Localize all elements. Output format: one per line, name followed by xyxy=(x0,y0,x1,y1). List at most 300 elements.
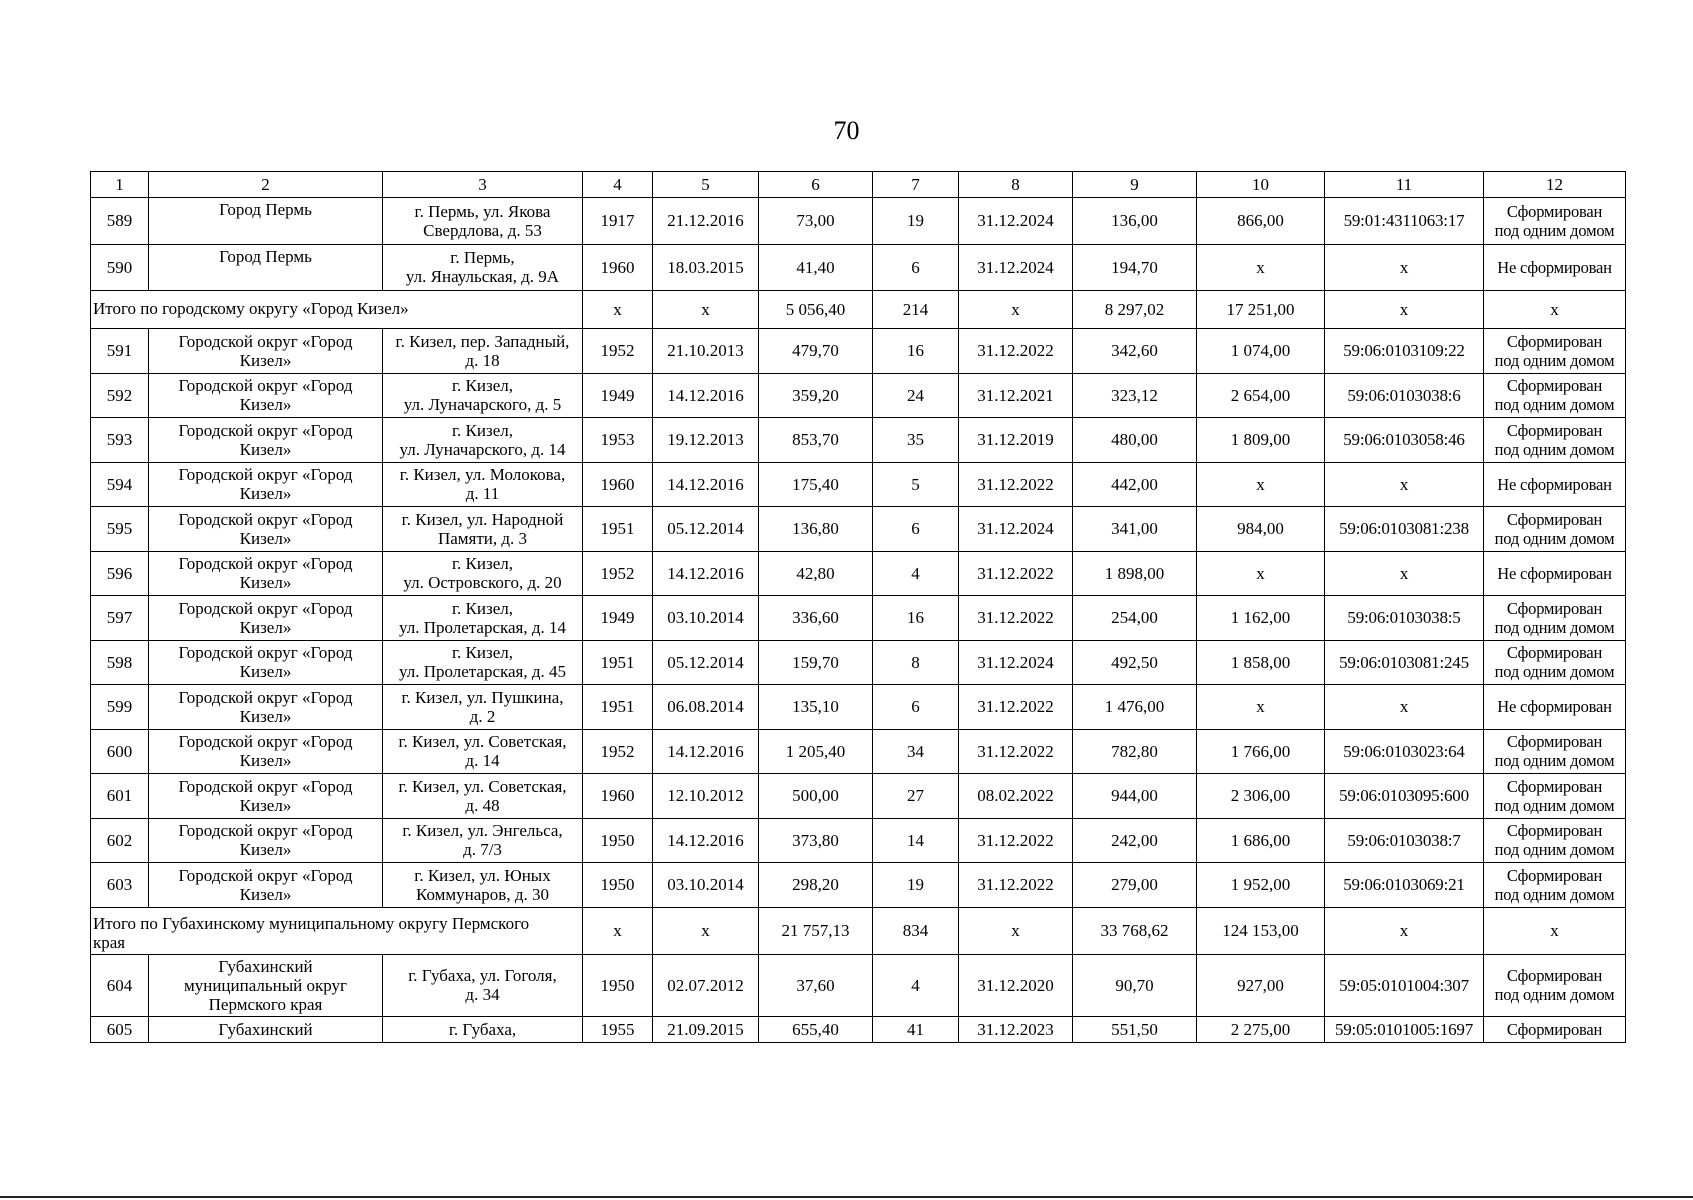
municipality-line: Кизел» xyxy=(239,795,292,815)
area-value: 135,10 xyxy=(759,685,873,730)
value-col9: 480,00 xyxy=(1073,418,1197,463)
value-col9: 194,70 xyxy=(1073,244,1197,291)
recognition-date: 21.12.2016 xyxy=(653,198,759,245)
cadastral-number: 59:05:0101005:1697 xyxy=(1325,1016,1484,1042)
area-value: 359,20 xyxy=(759,373,873,418)
municipality-line: Городской округ «Город xyxy=(178,687,353,707)
recognition-date: 19.12.2013 xyxy=(653,418,759,463)
planned-date: 31.12.2023 xyxy=(959,1016,1073,1042)
residents-count: 6 xyxy=(873,244,959,291)
address-line: г. Кизел, ул. Юных xyxy=(414,865,551,885)
table-row xyxy=(91,640,1626,685)
address-line: д. 7/3 xyxy=(463,840,502,860)
year-built: 1917 xyxy=(583,198,653,245)
subtotal-value: 21 757,13 xyxy=(759,907,873,954)
row-number: 601 xyxy=(91,774,149,819)
municipality-line: Кизел» xyxy=(239,528,292,548)
address-line: г. Кизел, xyxy=(452,598,513,618)
row-number: 592 xyxy=(91,373,149,418)
subtotal-value: 8 297,02 xyxy=(1073,291,1197,329)
subtotal-value: x xyxy=(653,291,759,329)
municipality-line: Городской округ «Город xyxy=(178,598,353,618)
residents-count: 5 xyxy=(873,462,959,507)
address-cell xyxy=(383,685,583,730)
table-row xyxy=(91,462,1626,507)
value-col10: 1 858,00 xyxy=(1197,640,1325,685)
year-built: 1952 xyxy=(583,729,653,774)
land-status-line: под одним домом xyxy=(1494,840,1615,860)
value-col9: 254,00 xyxy=(1073,596,1197,641)
area-value: 655,40 xyxy=(759,1016,873,1042)
municipality-line: Город Пермь xyxy=(219,200,312,219)
address-cell xyxy=(383,244,583,291)
planned-date: 31.12.2024 xyxy=(959,640,1073,685)
residents-count: 34 xyxy=(873,729,959,774)
address-cell xyxy=(383,596,583,641)
column-number-cell: 5 xyxy=(653,172,759,198)
address-cell xyxy=(383,462,583,507)
column-number-cell: 8 xyxy=(959,172,1073,198)
value-col10: x xyxy=(1197,462,1325,507)
recognition-date: 05.12.2014 xyxy=(653,640,759,685)
cadastral-number: 59:06:0103069:21 xyxy=(1325,863,1484,908)
land-status-line: Сформирован xyxy=(1506,966,1603,985)
municipality-cell xyxy=(149,198,383,245)
municipality-line: Губахинский xyxy=(218,1019,313,1039)
land-status-line: Сформирован xyxy=(1506,1019,1603,1039)
land-status-line: под одним домом xyxy=(1494,350,1615,370)
address-line: г. Кизел, ул. Пушкина, xyxy=(401,687,564,707)
land-status-line: Сформирован xyxy=(1506,598,1603,618)
table-row xyxy=(91,244,1626,291)
column-number-cell: 2 xyxy=(149,172,383,198)
address-cell xyxy=(383,863,583,908)
column-number-cell: 9 xyxy=(1073,172,1197,198)
municipality-line: Городской округ «Город xyxy=(178,821,353,841)
land-status-cell xyxy=(1484,418,1626,463)
land-status-line: под одним домом xyxy=(1494,528,1615,548)
land-status-cell xyxy=(1484,596,1626,641)
table-row xyxy=(91,329,1626,374)
column-number-cell: 12 xyxy=(1484,172,1626,198)
value-col10: x xyxy=(1197,685,1325,730)
table-body xyxy=(91,172,1626,1043)
column-number-cell: 10 xyxy=(1197,172,1325,198)
value-col10: 927,00 xyxy=(1197,954,1325,1016)
land-status-cell xyxy=(1484,818,1626,863)
municipality-line: Пермского края xyxy=(208,994,323,1014)
area-value: 479,70 xyxy=(759,329,873,374)
residents-count: 6 xyxy=(873,685,959,730)
municipality-line: Кизел» xyxy=(239,662,292,682)
planned-date: 31.12.2022 xyxy=(959,685,1073,730)
municipality-line: Кизел» xyxy=(239,840,292,860)
cadastral-number: x xyxy=(1325,244,1484,291)
land-status-line: Не сформирован xyxy=(1497,697,1612,717)
subtotal-value: x xyxy=(1484,907,1626,954)
municipality-line: Город Пермь xyxy=(219,246,312,266)
value-col10: x xyxy=(1197,551,1325,596)
land-status-cell xyxy=(1484,729,1626,774)
address-line: ул. Луначарского, д. 14 xyxy=(399,439,566,459)
column-number-cell: 3 xyxy=(383,172,583,198)
land-status-cell xyxy=(1484,954,1626,1016)
residents-count: 19 xyxy=(873,863,959,908)
cadastral-number: x xyxy=(1325,685,1484,730)
address-cell xyxy=(383,1016,583,1042)
value-col9: 782,80 xyxy=(1073,729,1197,774)
cadastral-number: 59:06:0103109:22 xyxy=(1325,329,1484,374)
table-row xyxy=(91,863,1626,908)
residents-count: 14 xyxy=(873,818,959,863)
land-status-cell xyxy=(1484,1016,1626,1042)
value-col10: 2 306,00 xyxy=(1197,774,1325,819)
year-built: 1960 xyxy=(583,774,653,819)
municipality-cell xyxy=(149,551,383,596)
municipality-line: Кизел» xyxy=(239,706,292,726)
row-number: 598 xyxy=(91,640,149,685)
table-row xyxy=(91,418,1626,463)
cadastral-number: 59:06:0103095:600 xyxy=(1325,774,1484,819)
land-status-line: под одним домом xyxy=(1494,751,1615,771)
area-value: 336,60 xyxy=(759,596,873,641)
planned-date: 31.12.2019 xyxy=(959,418,1073,463)
land-status-line: Сформирован xyxy=(1506,643,1603,663)
table-row xyxy=(91,685,1626,730)
cadastral-number: 59:05:0101004:307 xyxy=(1325,954,1484,1016)
municipality-line: Губахинский xyxy=(218,956,313,976)
year-built: 1960 xyxy=(583,244,653,291)
land-status-line: под одним домом xyxy=(1494,220,1615,240)
land-status-cell xyxy=(1484,863,1626,908)
subtotal-value: 33 768,62 xyxy=(1073,907,1197,954)
page-number: 70 xyxy=(833,116,860,145)
column-number-cell: 7 xyxy=(873,172,959,198)
municipality-line: Кизел» xyxy=(239,617,292,637)
land-status-cell xyxy=(1484,551,1626,596)
row-number: 593 xyxy=(91,418,149,463)
address-line: ул. Луначарского, д. 5 xyxy=(403,395,562,415)
value-col10: 1 766,00 xyxy=(1197,729,1325,774)
land-status-line: под одним домом xyxy=(1494,439,1615,459)
municipality-cell xyxy=(149,507,383,552)
address-line: д. 18 xyxy=(465,350,500,370)
table-row xyxy=(91,774,1626,819)
year-built: 1950 xyxy=(583,818,653,863)
value-col9: 323,12 xyxy=(1073,373,1197,418)
address-cell xyxy=(383,329,583,374)
subtotal-label-line: Итого по Губахинскому муниципальному округу Пермского xyxy=(93,913,530,933)
cadastral-number: 59:06:0103038:5 xyxy=(1325,596,1484,641)
subtotal-value: 214 xyxy=(873,291,959,329)
municipality-cell xyxy=(149,729,383,774)
land-status-line: Сформирован xyxy=(1506,201,1603,221)
land-status-line: Сформирован xyxy=(1506,376,1603,396)
planned-date: 31.12.2024 xyxy=(959,198,1073,245)
residents-count: 27 xyxy=(873,774,959,819)
address-cell xyxy=(383,640,583,685)
register-table xyxy=(90,171,1626,1043)
column-number-header-row xyxy=(91,172,1626,198)
address-line: г. Пермь, ул. Якова xyxy=(414,201,551,221)
subtotal-label xyxy=(91,907,583,954)
value-col9: 442,00 xyxy=(1073,462,1197,507)
table-row xyxy=(91,818,1626,863)
value-col9: 279,00 xyxy=(1073,863,1197,908)
planned-date: 31.12.2022 xyxy=(959,863,1073,908)
area-value: 159,70 xyxy=(759,640,873,685)
value-col10: 1 952,00 xyxy=(1197,863,1325,908)
address-line: г. Пермь, xyxy=(450,248,515,268)
area-value: 41,40 xyxy=(759,244,873,291)
year-built: 1951 xyxy=(583,507,653,552)
municipality-cell xyxy=(149,863,383,908)
table-row xyxy=(91,507,1626,552)
year-built: 1951 xyxy=(583,685,653,730)
value-col10: 984,00 xyxy=(1197,507,1325,552)
municipality-line: Кизел» xyxy=(239,884,292,904)
residents-count: 41 xyxy=(873,1016,959,1042)
municipality-line: Кизел» xyxy=(239,439,292,459)
table-row xyxy=(91,596,1626,641)
recognition-date: 02.07.2012 xyxy=(653,954,759,1016)
residents-count: 35 xyxy=(873,418,959,463)
land-status-line: под одним домом xyxy=(1494,395,1615,415)
row-number: 604 xyxy=(91,954,149,1016)
land-status-line: под одним домом xyxy=(1494,985,1615,1004)
address-line: ул. Янаульская, д. 9А xyxy=(405,267,560,287)
address-line: Памяти, д. 3 xyxy=(437,528,528,548)
recognition-date: 12.10.2012 xyxy=(653,774,759,819)
address-line: г. Кизел, xyxy=(452,376,513,396)
row-number: 595 xyxy=(91,507,149,552)
row-number: 589 xyxy=(91,198,149,245)
recognition-date: 14.12.2016 xyxy=(653,462,759,507)
municipality-line: Городской округ «Город xyxy=(178,331,353,351)
value-col9: 551,50 xyxy=(1073,1016,1197,1042)
row-number: 590 xyxy=(91,244,149,291)
value-col10: 1 162,00 xyxy=(1197,596,1325,641)
municipality-cell xyxy=(149,640,383,685)
address-line: г. Кизел, ул. Советская, xyxy=(398,776,567,796)
year-built: 1950 xyxy=(583,863,653,908)
recognition-date: 06.08.2014 xyxy=(653,685,759,730)
table-row xyxy=(91,198,1626,245)
subtotal-value: 124 153,00 xyxy=(1197,907,1325,954)
address-cell xyxy=(383,373,583,418)
municipality-cell xyxy=(149,1016,383,1042)
address-line: г. Кизел, ул. Энгельса, xyxy=(402,821,563,841)
row-number: 597 xyxy=(91,596,149,641)
address-line: г. Кизел, ул. Советская, xyxy=(398,732,567,752)
recognition-date: 03.10.2014 xyxy=(653,863,759,908)
row-number: 599 xyxy=(91,685,149,730)
area-value: 42,80 xyxy=(759,551,873,596)
table-row xyxy=(91,1016,1626,1042)
planned-date: 31.12.2022 xyxy=(959,818,1073,863)
land-status-cell xyxy=(1484,685,1626,730)
subtotal-value: x xyxy=(1484,291,1626,329)
subtotal-value: x xyxy=(583,907,653,954)
value-col10: 866,00 xyxy=(1197,198,1325,245)
cadastral-number: 59:06:0103081:238 xyxy=(1325,507,1484,552)
municipality-cell xyxy=(149,685,383,730)
subtotal-value: x xyxy=(959,291,1073,329)
land-status-line: Сформирован xyxy=(1506,509,1603,529)
land-status-line: под одним домом xyxy=(1494,795,1615,815)
cadastral-number: 59:06:0103038:7 xyxy=(1325,818,1484,863)
residents-count: 4 xyxy=(873,551,959,596)
address-line: д. 48 xyxy=(465,795,500,815)
subtotal-value: x xyxy=(1325,291,1484,329)
land-status-line: Сформирован xyxy=(1506,821,1603,841)
municipality-cell xyxy=(149,373,383,418)
municipality-line: Городской округ «Город xyxy=(178,776,353,796)
area-value: 37,60 xyxy=(759,954,873,1016)
recognition-date: 18.03.2015 xyxy=(653,244,759,291)
value-col9: 342,60 xyxy=(1073,329,1197,374)
municipality-line: Кизел» xyxy=(239,751,292,771)
column-number-cell: 4 xyxy=(583,172,653,198)
area-value: 298,20 xyxy=(759,863,873,908)
value-col10: 2 654,00 xyxy=(1197,373,1325,418)
year-built: 1955 xyxy=(583,1016,653,1042)
municipality-line: Городской округ «Город xyxy=(178,643,353,663)
planned-date: 31.12.2024 xyxy=(959,244,1073,291)
residents-count: 4 xyxy=(873,954,959,1016)
subtotal-value: x xyxy=(1325,907,1484,954)
value-col9: 341,00 xyxy=(1073,507,1197,552)
year-built: 1950 xyxy=(583,954,653,1016)
year-built: 1953 xyxy=(583,418,653,463)
municipality-line: Кизел» xyxy=(239,395,292,415)
year-built: 1952 xyxy=(583,329,653,374)
address-cell xyxy=(383,551,583,596)
land-status-cell xyxy=(1484,774,1626,819)
recognition-date: 21.09.2015 xyxy=(653,1016,759,1042)
address-line: д. 34 xyxy=(465,985,500,1004)
address-line: г. Кизел, xyxy=(452,420,513,440)
municipality-cell xyxy=(149,596,383,641)
cadastral-number: 59:01:4311063:17 xyxy=(1325,198,1484,245)
residents-count: 19 xyxy=(873,198,959,245)
planned-date: 31.12.2022 xyxy=(959,596,1073,641)
recognition-date: 05.12.2014 xyxy=(653,507,759,552)
subtotal-value: x xyxy=(583,291,653,329)
planned-date: 31.12.2022 xyxy=(959,462,1073,507)
subtotal-label-line: края xyxy=(93,932,126,952)
planned-date: 31.12.2024 xyxy=(959,507,1073,552)
land-status-line: Сформирован xyxy=(1506,865,1603,885)
year-built: 1949 xyxy=(583,373,653,418)
area-value: 136,80 xyxy=(759,507,873,552)
land-status-line: Сформирован xyxy=(1506,331,1603,351)
column-number-cell: 1 xyxy=(91,172,149,198)
subtotal-label: Итого по городскому округу «Город Кизел» xyxy=(91,291,583,329)
area-value: 175,40 xyxy=(759,462,873,507)
value-col9: 1 476,00 xyxy=(1073,685,1197,730)
row-number: 594 xyxy=(91,462,149,507)
recognition-date: 14.12.2016 xyxy=(653,551,759,596)
area-value: 853,70 xyxy=(759,418,873,463)
address-line: ул. Пролетарская, д. 45 xyxy=(398,662,567,682)
municipality-cell xyxy=(149,774,383,819)
cadastral-number: 59:06:0103081:245 xyxy=(1325,640,1484,685)
residents-count: 6 xyxy=(873,507,959,552)
land-status-line: Не сформирован xyxy=(1497,563,1612,583)
value-col9: 1 898,00 xyxy=(1073,551,1197,596)
municipality-line: Городской округ «Город xyxy=(178,509,353,529)
address-cell xyxy=(383,507,583,552)
land-status-cell xyxy=(1484,198,1626,245)
land-status-line: Не сформирован xyxy=(1497,474,1612,494)
land-status-line: Сформирован xyxy=(1506,732,1603,752)
municipality-line: Городской округ «Город xyxy=(178,554,353,574)
address-line: г. Кизел, ул. Народной xyxy=(401,509,564,529)
value-col10: 1 686,00 xyxy=(1197,818,1325,863)
address-line: г. Губаха, xyxy=(448,1019,517,1039)
row-number: 591 xyxy=(91,329,149,374)
land-status-cell xyxy=(1484,244,1626,291)
land-status-cell xyxy=(1484,640,1626,685)
land-status-cell xyxy=(1484,507,1626,552)
address-line: г. Кизел, пер. Западный, xyxy=(395,331,570,351)
recognition-date: 14.12.2016 xyxy=(653,373,759,418)
planned-date: 08.02.2022 xyxy=(959,774,1073,819)
area-value: 73,00 xyxy=(759,198,873,245)
address-line: д. 11 xyxy=(465,484,500,504)
table-row xyxy=(91,373,1626,418)
area-value: 1 205,40 xyxy=(759,729,873,774)
land-status-line: под одним домом xyxy=(1494,662,1615,682)
residents-count: 8 xyxy=(873,640,959,685)
planned-date: 31.12.2021 xyxy=(959,373,1073,418)
year-built: 1951 xyxy=(583,640,653,685)
land-status-line: под одним домом xyxy=(1494,617,1615,637)
municipality-line: Кизел» xyxy=(239,350,292,370)
address-line: г. Кизел, ул. Молокова, xyxy=(399,465,566,485)
row-number: 596 xyxy=(91,551,149,596)
address-line: г. Кизел, xyxy=(452,554,513,574)
subtotal-value: 17 251,00 xyxy=(1197,291,1325,329)
land-status-line: под одним домом xyxy=(1494,884,1615,904)
municipality-cell xyxy=(149,418,383,463)
municipality-cell xyxy=(149,329,383,374)
land-status-cell xyxy=(1484,373,1626,418)
residents-count: 16 xyxy=(873,329,959,374)
year-built: 1952 xyxy=(583,551,653,596)
recognition-date: 14.12.2016 xyxy=(653,729,759,774)
address-line: ул. Пролетарская, д. 14 xyxy=(398,617,567,637)
cadastral-number: x xyxy=(1325,551,1484,596)
value-col9: 944,00 xyxy=(1073,774,1197,819)
address-line: Свердлова, д. 53 xyxy=(423,220,542,240)
subtotal-row xyxy=(91,907,1626,954)
address-line: Коммунаров, д. 30 xyxy=(415,884,549,904)
cadastral-number: x xyxy=(1325,462,1484,507)
cadastral-number: 59:06:0103038:6 xyxy=(1325,373,1484,418)
address-cell xyxy=(383,818,583,863)
land-status-cell xyxy=(1484,329,1626,374)
value-col10: 2 275,00 xyxy=(1197,1016,1325,1042)
column-number-cell: 11 xyxy=(1325,172,1484,198)
value-col10: 1 809,00 xyxy=(1197,418,1325,463)
planned-date: 31.12.2022 xyxy=(959,729,1073,774)
cadastral-number: 59:06:0103023:64 xyxy=(1325,729,1484,774)
page-bottom-rule xyxy=(0,1196,1693,1198)
row-number: 602 xyxy=(91,818,149,863)
address-cell xyxy=(383,198,583,245)
